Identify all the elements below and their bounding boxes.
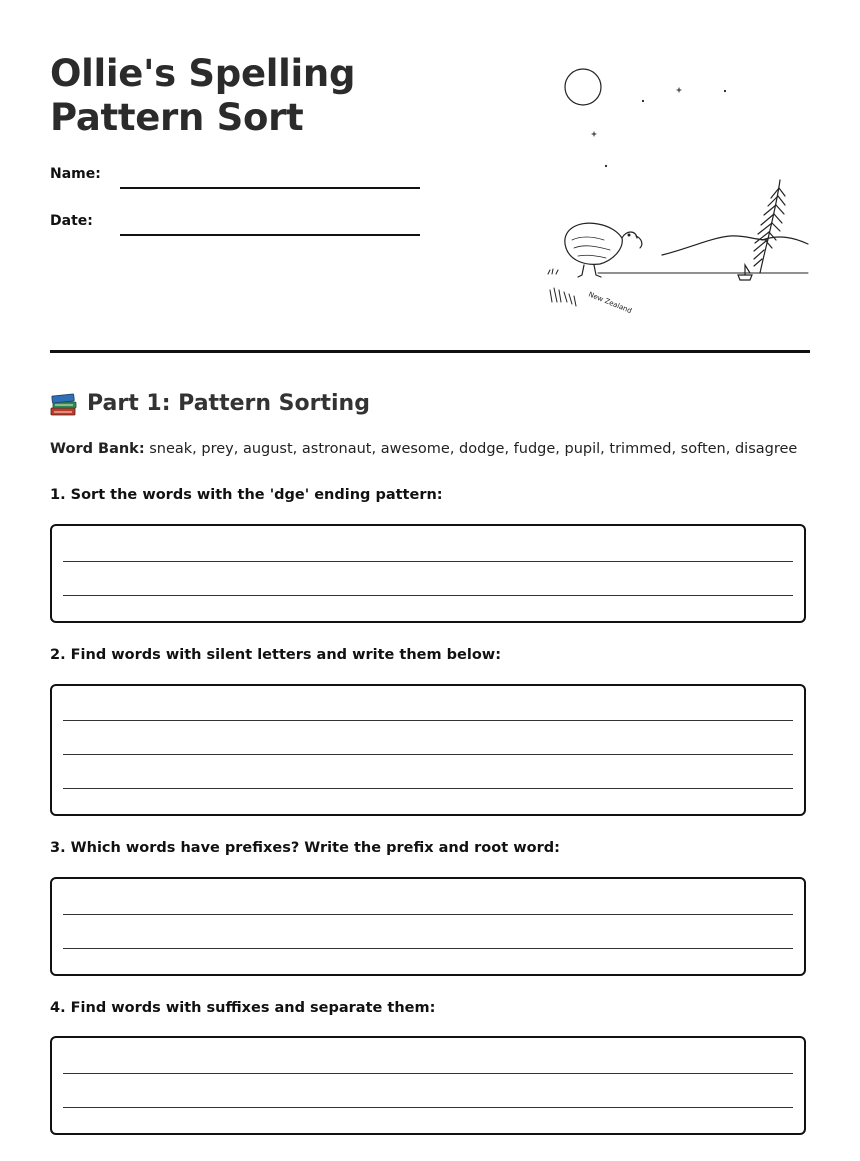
page-title: Ollie's Spelling Pattern Sort	[50, 52, 356, 139]
answer-line[interactable]	[63, 720, 793, 721]
illustration-caption: New Zealand	[587, 290, 633, 316]
moon-icon	[565, 69, 601, 105]
answer-line[interactable]	[63, 914, 793, 915]
word-bank-words: sneak, prey, august, astronaut, awesome, dodge, fudge, pupil, trimmed, soften, disagree	[149, 441, 798, 457]
date-label: Date:	[50, 213, 93, 229]
answer-line[interactable]	[63, 561, 793, 562]
answer-line[interactable]	[63, 1073, 793, 1074]
answer-box-2[interactable]	[50, 684, 806, 816]
books-icon	[50, 391, 78, 417]
question-3-label: 3. Which words have prefixes? Write the prefix and root word:	[50, 840, 560, 856]
name-field[interactable]	[120, 187, 420, 189]
answer-line[interactable]	[63, 788, 793, 789]
stars-icon	[592, 88, 726, 167]
question-2-label: 2. Find words with silent letters and write them below:	[50, 647, 501, 663]
answer-box-3[interactable]	[50, 877, 806, 976]
word-bank	[50, 441, 797, 457]
section-divider	[50, 350, 810, 353]
answer-line[interactable]	[63, 948, 793, 949]
answer-box-4[interactable]	[50, 1036, 806, 1135]
answer-line[interactable]	[63, 1107, 793, 1108]
answer-box-1[interactable]	[50, 524, 806, 623]
answer-line[interactable]	[63, 595, 793, 596]
part1-title	[50, 389, 370, 419]
word-bank-label: Word Bank:	[50, 441, 145, 457]
hill-left	[662, 236, 768, 255]
answer-line[interactable]	[63, 754, 793, 755]
question-4-label: 4. Find words with suffixes and separate them:	[50, 1000, 436, 1016]
kiwi-bird-icon	[565, 223, 642, 277]
question-1-label: 1. Sort the words with the 'dge' ending pattern:	[50, 487, 443, 503]
fern-tree-icon	[754, 180, 785, 273]
date-field[interactable]	[120, 234, 420, 236]
hill-right	[762, 237, 808, 244]
name-label: Name:	[50, 166, 101, 182]
part1-title-text: Part 1: Pattern Sorting	[87, 391, 370, 416]
grass-icon	[548, 269, 576, 306]
kiwi-bird-landscape-illustration	[540, 60, 820, 325]
